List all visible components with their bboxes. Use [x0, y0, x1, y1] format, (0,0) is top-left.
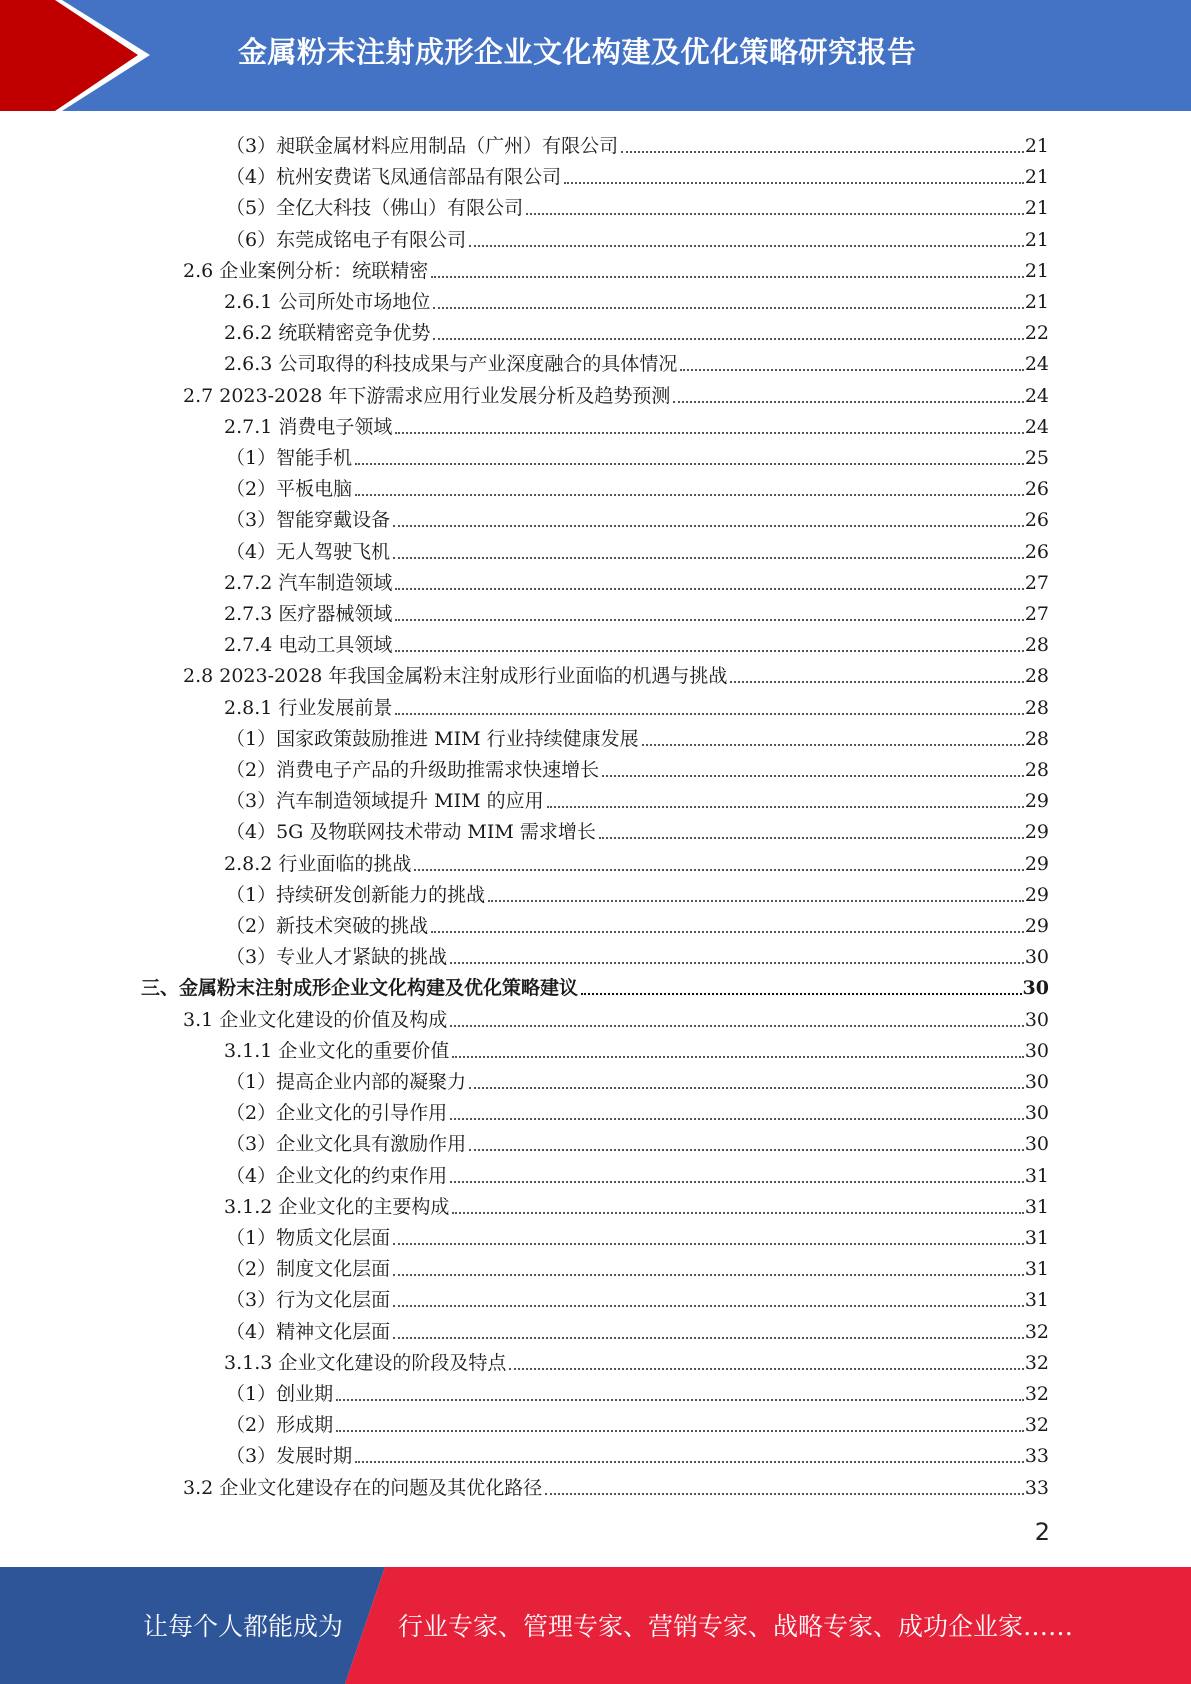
- toc-entry[interactable]: [183, 252, 1049, 283]
- toc-entry-label: 3.1.2 企业文化的主要构成: [224, 1195, 450, 1218]
- toc-dot-leader: [431, 931, 1024, 933]
- toc-entry-label: （3）发展时期: [226, 1445, 353, 1468]
- toc-entry-label: （4）5G 及物联网技术带动 MIM 需求增长: [226, 821, 596, 844]
- toc-entry-page: 28: [1024, 665, 1049, 688]
- toc-entry-label: （2）企业文化的引导作用: [226, 1102, 448, 1125]
- toc-entry-page: 22: [1024, 322, 1049, 345]
- toc-dot-leader: [450, 1181, 1024, 1183]
- toc-entry-label: （3）昶联金属材料应用制品（广州）有限公司: [226, 135, 619, 157]
- toc-entry-label: 2.6.3 公司取得的科技成果与产业深度融合的具体情况: [224, 353, 678, 376]
- toc-entry-page: 28: [1024, 727, 1049, 750]
- toc-entry-label: （2）消费电子产品的升级助推需求快速增长: [226, 759, 600, 781]
- toc-entry-label: 2.7.1 消费电子领域: [224, 415, 393, 438]
- toc-entry[interactable]: [226, 533, 1049, 564]
- toc-dot-leader: [469, 1149, 1024, 1151]
- toc-dot-leader: [395, 713, 1023, 715]
- toc-dot-leader: [621, 151, 1024, 153]
- toc-entry-page: 31: [1024, 1258, 1049, 1281]
- toc-entry-label: 2.7.2 汽车制造领域: [224, 571, 393, 594]
- toc-dot-leader: [393, 1305, 1024, 1307]
- toc-dot-leader: [395, 619, 1023, 621]
- toc-dot-leader: [450, 1025, 1024, 1027]
- toc-dot-leader: [452, 1056, 1023, 1058]
- toc-entry-label: （2）形成期: [226, 1414, 334, 1437]
- toc-entry[interactable]: [226, 782, 1049, 813]
- toc-dot-leader: [602, 775, 1024, 777]
- toc-entry-page: 31: [1024, 1164, 1049, 1187]
- toc-entry-label: （2）制度文化层面: [226, 1258, 391, 1281]
- toc-entry-page: 29: [1024, 790, 1049, 813]
- toc-entry[interactable]: [226, 1281, 1049, 1312]
- toc-entry-label: 2.6 企业案例分析：统联精密: [183, 259, 429, 282]
- toc-entry-page: 24: [1024, 353, 1049, 376]
- toc-dot-leader: [393, 1243, 1024, 1245]
- toc-entry-page: 29: [1024, 821, 1049, 844]
- toc-entry-page: 28: [1024, 696, 1049, 719]
- toc-entry-page: 21: [1024, 135, 1049, 157]
- toc-dot-leader: [433, 338, 1023, 340]
- toc-entry-label: 2.8.1 行业发展前景: [224, 696, 393, 719]
- toc-entry-label: （5）全亿大科技（佛山）有限公司: [226, 197, 524, 220]
- toc-entry[interactable]: [183, 1469, 1049, 1500]
- toc-entry-page: 30: [1024, 1133, 1049, 1156]
- toc-entry-page: 21: [1024, 259, 1049, 282]
- toc-entry[interactable]: [226, 1375, 1049, 1406]
- toc-dot-leader: [599, 837, 1024, 839]
- toc-entry[interactable]: [226, 1094, 1049, 1125]
- toc-entry[interactable]: [224, 626, 1049, 657]
- toc-dot-leader: [642, 744, 1024, 746]
- toc-dot-leader: [355, 1461, 1024, 1463]
- toc-entry-page: 30: [1024, 1071, 1049, 1093]
- toc-entry-label: （1）提高企业内部的凝聚力: [226, 1071, 467, 1093]
- toc-dot-leader: [680, 369, 1023, 371]
- toc-dot-leader: [336, 1399, 1024, 1401]
- toc-entry-label: （4）精神文化层面: [226, 1320, 391, 1343]
- toc-entry[interactable]: [141, 969, 1049, 1000]
- toc-entry[interactable]: [226, 1437, 1049, 1468]
- toc-entry-page: 31: [1024, 1289, 1049, 1312]
- toc-dot-leader: [469, 245, 1024, 247]
- toc-entry-label: 2.7.3 医疗器械领域: [224, 603, 393, 625]
- toc-entry[interactable]: [226, 1406, 1049, 1437]
- toc-entry-page: 30: [1024, 1008, 1049, 1031]
- toc-entry[interactable]: [226, 1219, 1049, 1250]
- toc-dot-leader: [395, 650, 1023, 652]
- toc-entry[interactable]: [226, 938, 1049, 969]
- toc-entry[interactable]: [224, 845, 1049, 876]
- toc-entry[interactable]: [226, 127, 1049, 158]
- toc-entry[interactable]: [224, 564, 1049, 595]
- toc-dot-leader: [545, 1493, 1024, 1495]
- toc-entry-label: （1）持续研发创新能力的挑战: [226, 883, 486, 906]
- toc-dot-leader: [526, 213, 1024, 215]
- toc-entry[interactable]: [226, 751, 1049, 782]
- footer-slogan-left: 让每个人都能成为: [143, 1612, 344, 1641]
- toc-entry-page: 29: [1024, 915, 1049, 937]
- toc-entry-page: 30: [1024, 1102, 1049, 1125]
- toc-entry-label: （6）东莞成铭电子有限公司: [226, 228, 467, 251]
- toc-dot-leader: [450, 962, 1024, 964]
- toc-dot-leader: [469, 1087, 1024, 1089]
- toc-dot-leader: [581, 993, 1022, 995]
- toc-entry[interactable]: [224, 595, 1049, 626]
- toc-entry-page: 33: [1024, 1476, 1049, 1499]
- toc-entry-page: 32: [1024, 1383, 1049, 1405]
- toc-entry-page: 24: [1024, 415, 1049, 438]
- toc-entry-label: 3.1.3 企业文化建设的阶段及特点: [224, 1351, 507, 1374]
- page-number: 2: [1034, 1518, 1050, 1546]
- toc-entry[interactable]: [224, 689, 1049, 720]
- toc-dot-leader: [336, 1430, 1024, 1432]
- toc-entry[interactable]: [226, 813, 1049, 844]
- toc-entry-page: 21: [1024, 197, 1049, 220]
- toc-entry[interactable]: [226, 1313, 1049, 1344]
- toc-entry-label: （2）新技术突破的挑战: [226, 915, 429, 937]
- toc-entry-page: 26: [1024, 478, 1049, 501]
- toc-dot-leader: [452, 1212, 1023, 1214]
- toc-dot-leader: [393, 525, 1024, 527]
- toc-entry-label: （3）汽车制造领域提升 MIM 的应用: [226, 790, 544, 813]
- toc-dot-leader: [395, 432, 1023, 434]
- toc-dot-leader: [393, 1274, 1024, 1276]
- report-footer: [0, 1567, 1191, 1684]
- toc-entry-label: （4）杭州安费诺飞凤通信部品有限公司: [226, 166, 562, 189]
- toc-entry-page: 31: [1024, 1195, 1049, 1218]
- toc-entry-label: （2）平板电脑: [226, 478, 353, 501]
- toc-entry-label: （1）国家政策鼓励推进 MIM 行业持续健康发展: [226, 727, 639, 750]
- toc-entry-label: 2.6.2 统联精密竞争优势: [224, 322, 431, 345]
- toc-entry[interactable]: [224, 345, 1049, 376]
- toc-dot-leader: [488, 900, 1024, 902]
- toc-entry[interactable]: [183, 377, 1049, 408]
- toc-dot-leader: [673, 401, 1023, 403]
- toc-entry-page: 26: [1024, 509, 1049, 532]
- toc-entry-page: 32: [1024, 1351, 1049, 1374]
- toc-entry[interactable]: [226, 1063, 1049, 1094]
- toc-entry[interactable]: [226, 907, 1049, 938]
- toc-entry-label: （4）无人驾驶飞机: [226, 540, 391, 563]
- toc-entry-label: （4）企业文化的约束作用: [226, 1164, 448, 1187]
- toc-entry[interactable]: [226, 501, 1049, 532]
- toc-entry-page: 33: [1024, 1445, 1049, 1468]
- toc-entry[interactable]: [183, 657, 1049, 688]
- toc-entry[interactable]: [224, 408, 1049, 439]
- toc-dot-leader: [431, 276, 1024, 278]
- toc-entry[interactable]: [226, 470, 1049, 501]
- toc-entry-page: 28: [1024, 759, 1049, 781]
- toc-entry-label: 2.7.4 电动工具领域: [224, 634, 393, 657]
- toc-dot-leader: [414, 869, 1023, 871]
- toc-entry-page: 31: [1024, 1227, 1049, 1249]
- toc-dot-leader: [395, 588, 1023, 590]
- toc-entry[interactable]: [224, 283, 1049, 314]
- toc-entry-label: 3.2 企业文化建设存在的问题及其优化路径: [183, 1476, 543, 1499]
- toc-entry-label: （3）企业文化具有激励作用: [226, 1133, 467, 1156]
- toc-dot-leader: [730, 681, 1023, 683]
- header-red-arrow: [0, 0, 138, 111]
- toc-dot-leader: [509, 1368, 1023, 1370]
- toc-entry-page: 21: [1024, 291, 1049, 313]
- toc-entry-label: （1）智能手机: [226, 447, 353, 469]
- toc-entry[interactable]: [226, 720, 1049, 751]
- toc-entry-label: （3）智能穿戴设备: [226, 509, 391, 532]
- toc-dot-leader: [355, 494, 1024, 496]
- toc-entry-label: 三、金属粉末注射成形企业文化构建及优化策略建议: [141, 977, 579, 1000]
- toc-dot-leader: [433, 307, 1023, 309]
- toc-dot-leader: [547, 806, 1024, 808]
- toc-dot-leader: [393, 557, 1024, 559]
- toc-entry-page: 29: [1024, 852, 1049, 875]
- toc-entry[interactable]: [183, 1001, 1049, 1032]
- toc-entry-page: 28: [1024, 634, 1049, 657]
- toc-entry-page: 24: [1024, 384, 1049, 407]
- toc-entry-page: 27: [1024, 571, 1049, 594]
- toc-entry-label: 3.1 企业文化建设的价值及构成: [183, 1008, 448, 1031]
- toc-entry-page: 32: [1024, 1414, 1049, 1437]
- toc-entry-label: 2.8 2023-2028 年我国金属粉末注射成形行业面临的机遇与挑战: [183, 665, 728, 688]
- toc-entry[interactable]: [226, 1125, 1049, 1156]
- toc-entry-page: 29: [1024, 883, 1049, 906]
- toc-entry-page: 30: [1024, 946, 1049, 969]
- toc-entry-page: 26: [1024, 540, 1049, 563]
- toc-entry[interactable]: [226, 1157, 1049, 1188]
- toc-entry-label: （3）行为文化层面: [226, 1289, 391, 1312]
- report-header: [0, 0, 1191, 111]
- footer-slogan-right: 行业专家、管理专家、营销专家、战略专家、成功企业家……: [398, 1612, 1074, 1641]
- toc-entry[interactable]: [224, 1344, 1049, 1375]
- toc-entry-label: 2.8.2 行业面临的挑战: [224, 852, 412, 875]
- toc-entry-label: （3）专业人才紧缺的挑战: [226, 946, 448, 969]
- toc-dot-leader: [393, 1337, 1024, 1339]
- toc-entry[interactable]: [226, 1250, 1049, 1281]
- toc-entry[interactable]: [226, 876, 1049, 907]
- toc-entry-page: 27: [1024, 603, 1049, 625]
- toc-entry-label: 2.7 2023-2028 年下游需求应用行业发展分析及趋势预测: [183, 384, 671, 407]
- toc-dot-leader: [355, 463, 1024, 465]
- toc-dot-leader: [564, 182, 1024, 184]
- toc-entry[interactable]: [224, 314, 1049, 345]
- toc-entry-page: 32: [1024, 1320, 1049, 1343]
- report-title: 金属粉末注射成形企业文化构建及优化策略研究报告: [238, 35, 917, 69]
- toc-entry-page: 21: [1024, 228, 1049, 251]
- toc-dot-leader: [450, 1118, 1024, 1120]
- toc-entry[interactable]: [226, 189, 1049, 220]
- toc-entry-label: 2.6.1 公司所处市场地位: [224, 291, 431, 313]
- toc-entry[interactable]: [226, 158, 1049, 189]
- toc-entry-label: （1）创业期: [226, 1383, 334, 1405]
- toc-entry[interactable]: [226, 439, 1049, 470]
- toc-entry-label: 3.1.1 企业文化的重要价值: [224, 1039, 450, 1062]
- toc-entry[interactable]: [226, 221, 1049, 252]
- toc-entry-page: 30: [1022, 977, 1049, 1000]
- toc-entry-label: （1）物质文化层面: [226, 1227, 391, 1249]
- toc-entry[interactable]: [224, 1032, 1049, 1063]
- toc-entry-page: 30: [1024, 1039, 1049, 1062]
- toc-entry-page: 25: [1024, 447, 1049, 469]
- toc-entry[interactable]: [224, 1188, 1049, 1219]
- toc-entry-page: 21: [1024, 166, 1049, 189]
